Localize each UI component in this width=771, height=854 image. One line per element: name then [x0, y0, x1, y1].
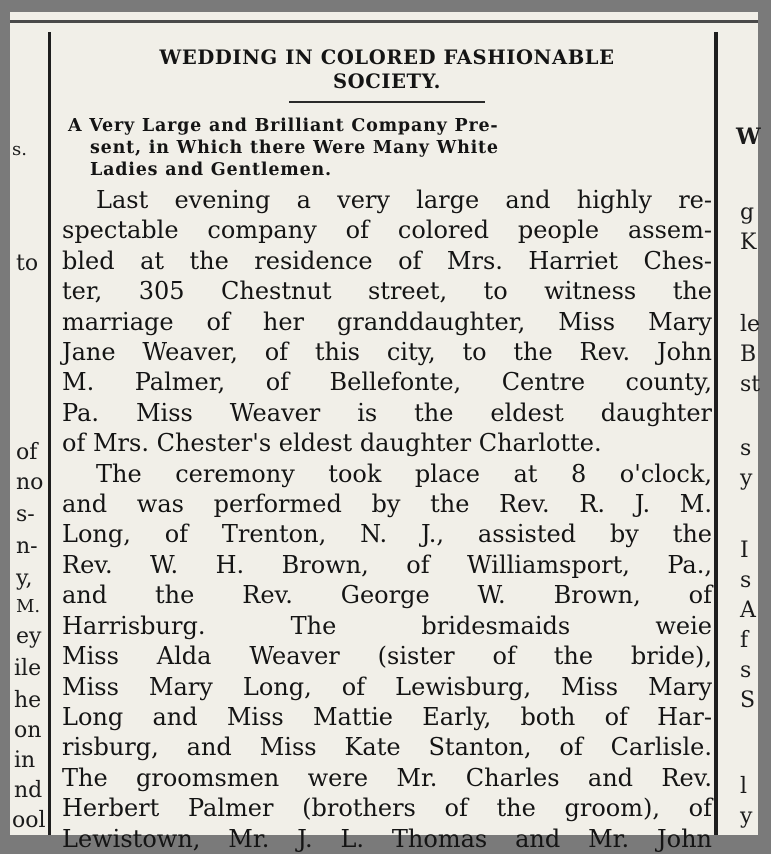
right-fragment: s: [740, 658, 752, 683]
body-line: ter, 305 Chestnut street, to witness the: [62, 277, 712, 306]
body-line: of Mrs. Chester's eldest daughter Charlotte.: [62, 429, 602, 458]
subhead-line: sent, in Which there Were Many White: [90, 138, 499, 158]
left-fragment: y,: [16, 566, 33, 591]
body-line: The ceremony took place at 8 o'clock,: [96, 459, 712, 488]
body-line: Long, of Trenton, N. J., assisted by the: [62, 520, 712, 549]
body-line: risburg, and Miss Kate Stanton, of Carlisle.: [62, 733, 712, 762]
right-fragment: s: [740, 436, 752, 461]
right-fragment: le: [740, 312, 761, 337]
left-fragment: of: [16, 440, 38, 465]
body-line: Long and Miss Mattie Early, both of Har-: [62, 702, 712, 731]
article-body: [62, 185, 712, 854]
right-fragment: s: [740, 568, 752, 593]
body-line: bled at the residence of Mrs. Harriet Ches-: [62, 246, 712, 275]
column-rule-left: [48, 32, 51, 835]
right-fragment: f: [740, 628, 749, 653]
body-line: marriage of her granddaughter, Miss Mary: [62, 307, 712, 336]
body-line: Last evening a very large and highly re-: [96, 186, 712, 214]
right-fragment: l: [740, 774, 748, 799]
headline-divider: [289, 101, 485, 103]
right-fragment: A: [740, 598, 756, 623]
body-line: and was performed by the Rev. R. J. M.: [62, 490, 712, 519]
body-line: Herbert Palmer (brothers of the groom), of: [62, 794, 712, 823]
body-line: Rev. W. H. Brown, of Williamsport, Pa.,: [62, 550, 712, 579]
body-line: and the Rev. George W. Brown, of: [62, 581, 712, 610]
subhead-line: Ladies and Gentlemen.: [90, 160, 332, 180]
left-fragment: he: [14, 688, 42, 713]
left-fragment: ool: [12, 808, 46, 833]
left-fragment: ey: [16, 624, 42, 649]
left-fragment: ile: [14, 656, 42, 681]
headline-line: WEDDING IN COLORED FASHIONABLE: [159, 46, 615, 69]
subheadline: [62, 115, 712, 181]
column-rule-right: [714, 32, 718, 835]
top-border: [10, 20, 758, 23]
subhead-line: A Very Large and Brilliant Company Pre-: [68, 116, 499, 136]
body-line: Harrisburg. The bridesmaids weie: [62, 611, 712, 640]
body-line: Miss Alda Weaver (sister of the bride),: [62, 642, 712, 671]
left-fragment: n-: [16, 534, 38, 559]
left-fragment: in: [14, 748, 36, 773]
right-fragment: y: [740, 466, 753, 491]
right-fragment: W: [736, 124, 761, 150]
body-line: Lewistown, Mr. J. L. Thomas and Mr. John: [62, 824, 712, 853]
body-line: spectable company of colored people assem-: [62, 216, 712, 245]
right-fragment: S: [740, 688, 756, 713]
right-fragment: st: [740, 372, 761, 397]
body-line: The groomsmen were Mr. Charles and Rev.: [62, 763, 712, 792]
right-fragment: I: [740, 538, 749, 563]
newspaper-page: [10, 12, 761, 853]
left-fragment: no: [16, 470, 44, 495]
left-fragment: on: [14, 718, 42, 743]
body-line: Pa. Miss Weaver is the eldest daughter: [62, 398, 712, 427]
paragraph: [62, 185, 712, 459]
right-fragment: g: [740, 200, 755, 225]
left-fragment: M.: [16, 596, 41, 617]
right-fragment: K: [740, 230, 757, 255]
right-fragment: B: [740, 342, 757, 367]
body-line: Jane Weaver, of this city, to the Rev. John: [62, 338, 712, 367]
right-fragment: y: [740, 804, 753, 829]
article: [62, 32, 712, 854]
left-fragment: s.: [12, 139, 27, 160]
headline-line: SOCIETY.: [332, 70, 442, 93]
body-line: Miss Mary Long, of Lewisburg, Miss Mary: [62, 672, 712, 701]
left-fragment: s-: [16, 502, 35, 527]
left-fragment: nd: [14, 778, 43, 803]
headline: [62, 46, 712, 94]
left-fragment: to: [16, 251, 39, 276]
body-line: M. Palmer, of Bellefonte, Centre county,: [62, 368, 712, 397]
paragraph: [62, 459, 712, 854]
